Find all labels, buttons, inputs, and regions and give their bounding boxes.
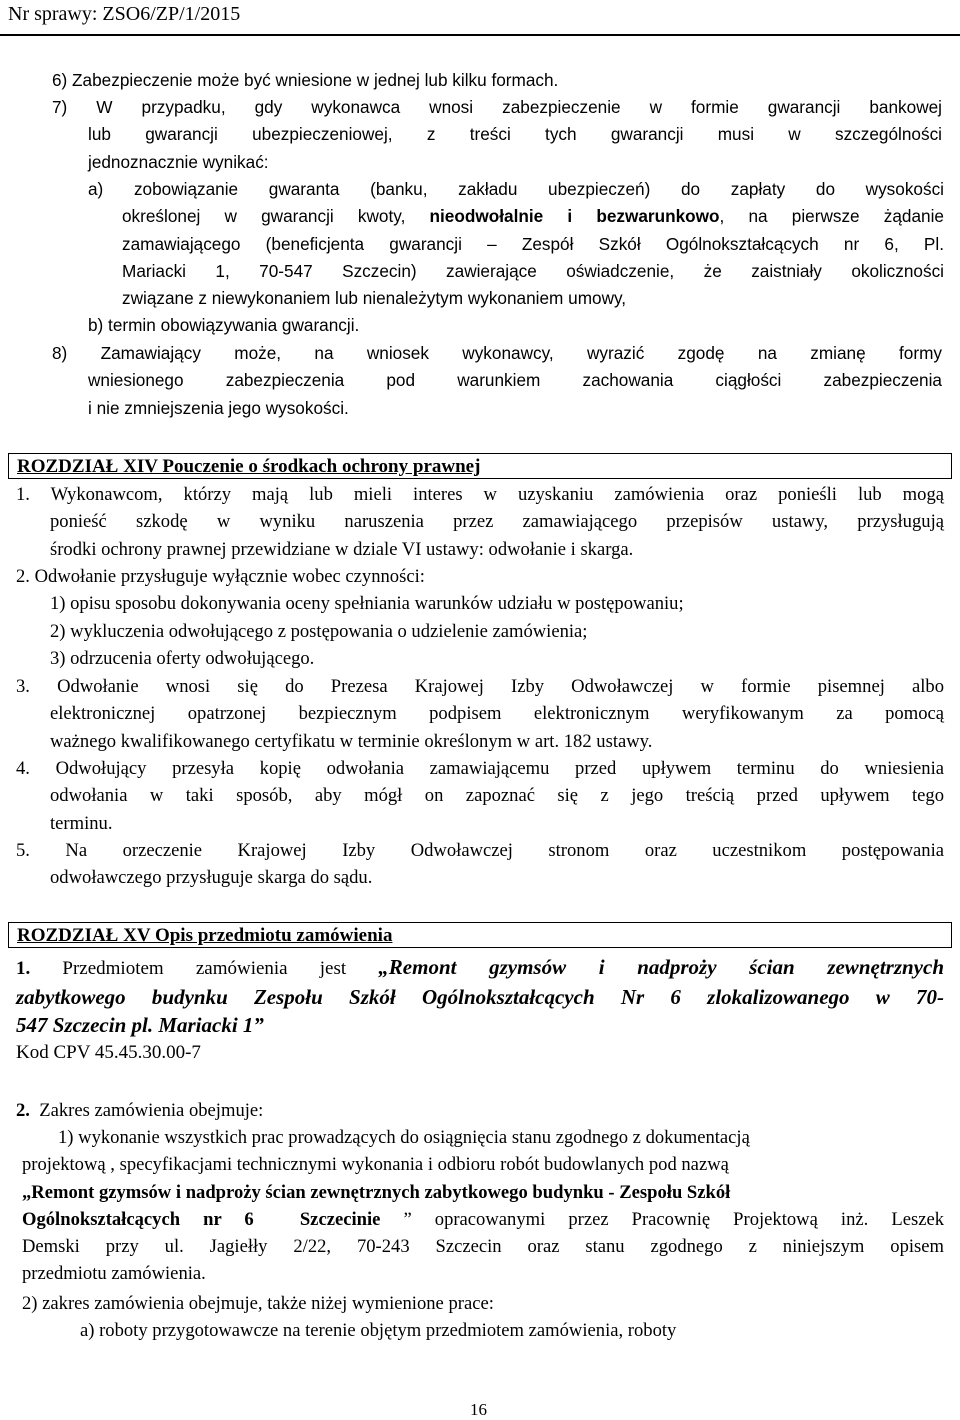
item-a	[88, 176, 944, 312]
para-7	[52, 94, 942, 176]
para-7-line: jednoznacznie wynikać:	[88, 151, 269, 172]
item-a-line: Mariacki 1, 70-547 Szczecin) zawierające oświadczenie, że zaistniały okoliczności	[122, 260, 944, 281]
item-a-line	[88, 203, 944, 230]
chapter-15-title: ROZDZIAŁ XV Opis przedmiotu zamówienia	[17, 925, 393, 946]
chapter-14-title: ROZDZIAŁ XIV Pouczenie o środkach ochrony prawnej	[17, 456, 481, 477]
para-8	[52, 340, 942, 422]
item-a-line: związane z niewykonaniem lub nienależytym wykonaniem umowy,	[122, 288, 627, 309]
ch14-item-4-line: 4. Odwołujący przesyła kopię odwołania zamawiającemu przed upływem terminu do wniesienia	[16, 758, 944, 779]
ch14-item-1	[16, 481, 944, 563]
ch15-sub-1-line: przedmiotu zamówienia.	[22, 1263, 206, 1285]
item-a-line: a) zobowiązanie gwaranta (banku, zakładu ubezpieczeń) do zapłaty do wysokości	[88, 179, 944, 199]
para-6: 6) Zabezpieczenie może być wniesione w jednej lub kilku formach.	[52, 70, 559, 90]
ch14-item-3-line: 3. Odwołanie wnosi się do Prezesa Krajowej Izby Odwoławczej w formie pisemnej albo	[16, 676, 944, 697]
cpv-code: Kod CPV 45.45.30.00-7	[16, 1042, 201, 1063]
ch14-item-1-line: środki ochrony prawnej przewidziane w dziale VI ustawy: odwołanie i skarga.	[50, 538, 634, 560]
project-name: Ogólnokształcących nr 6 Szczecinie	[22, 1208, 381, 1230]
ch15-sub-2	[22, 1290, 944, 1345]
bold-text: nieodwołalnie i bezwarunkowo	[429, 206, 720, 227]
ch14-subitem: 2) wykluczenia odwołującego z postępowania o udzielenie zamówienia;	[50, 620, 588, 642]
para-7-line: lub gwarancji ubezpieczeniowej, z treści tych gwarancji musi w szczególności	[88, 124, 942, 145]
text-run: ” opracowanymi przez Pracownię Projektową inż. Leszek	[380, 1208, 945, 1230]
text-run: Zakres zamówienia obejmuje:	[29, 1100, 264, 1121]
ch15-sub-1-line: 1) wykonanie wszystkich prac prowadzących do osiągnięcia stanu zgodnego z dokumentacją	[58, 1127, 750, 1148]
ch14-subitem: 3) odrzucenia oferty odwołującego.	[50, 647, 315, 669]
ch15-para-1-line	[16, 953, 944, 983]
ch15-sub-2-line: a) roboty przygotowawcze na terenie objętym przedmiotem zamówienia, roboty	[80, 1320, 677, 1342]
ch15-sub-1-line	[22, 1206, 944, 1233]
ch14-item-4-line: odwołania w taki sposób, aby mógł on zapoznać się z jego treścią przed upływem tego	[50, 785, 944, 807]
ch15-para-2-number: 2.	[16, 1100, 30, 1121]
ch15-sub-1-line: projektową , specyfikacjami technicznymi wykonania i odbioru robót budowlanych pod nazwą	[22, 1154, 729, 1176]
ch14-item-5	[16, 837, 944, 892]
chapter-15-heading	[8, 922, 952, 948]
text-run: określonej w gwarancji kwoty,	[122, 206, 430, 227]
ch14-item-5-line: odwoławczego przysługuje skarga do sądu.	[50, 867, 373, 889]
ch15-para-2	[16, 1097, 944, 1124]
project-name: „Remont gzymsów i nadproży ścian zewnętrznych zabytkowego budynku - Zespołu Szkół	[22, 1181, 731, 1203]
ch15-sub-2-line: 2) zakres zamówienia obejmuje, także niżej wymienione prace:	[22, 1293, 494, 1314]
para-8-line: 8) Zamawiający może, na wniosek wykonawcy, wyrazić zgodę na zmianę formy	[52, 343, 942, 363]
page-number: 16	[470, 1400, 487, 1419]
ch15-sub-1-line: Demski przy ul. Jagiełły 2/22, 70-243 Szczecin oraz stanu zgodnego z niniejszym opisem	[22, 1236, 944, 1258]
para-8-line: i nie zmniejszenia jego wysokości.	[88, 397, 349, 418]
para-8-line: wniesionego zabezpieczenia pod warunkiem zachowania ciągłości zabezpieczenia	[88, 370, 942, 391]
para-7-line: 7) W przypadku, gdy wykonawca wnosi zabezpieczenie w formie gwarancji bankowej	[52, 97, 942, 117]
subject-title: 547 Szczecin pl. Mariacki 1”	[16, 1013, 264, 1037]
ch14-item-3-line: ważnego kwalifikowanego certyfikatu w terminie określonym w art. 182 ustawy.	[50, 730, 653, 752]
ch15-para-1	[16, 953, 944, 1067]
chapter-14-heading	[8, 453, 952, 479]
case-number-header: Nr sprawy: ZSO6/ZP/1/2015	[8, 3, 241, 25]
header-divider	[0, 34, 960, 36]
subject-title: zabytkowego budynku Zespołu Szkół Ogólnokształcących Nr 6 zlokalizowanego w 70-	[16, 985, 944, 1009]
ch14-item-3	[16, 673, 944, 755]
text-run: , na pierwsze żądanie	[719, 206, 944, 227]
ch15-para-1-number: 1.	[16, 958, 31, 979]
ch14-item-2	[16, 563, 944, 672]
item-a-line: zamawiającego (beneficjenta gwarancji – Zespół Szkół Ogólnokształcących nr 6, Pl.	[122, 233, 944, 254]
ch14-item-5-line: 5. Na orzeczenie Krajowej Izby Odwoławczej stronom oraz uczestnikom postępowania	[16, 840, 944, 861]
ch14-item-1-line: 1. Wykonawcom, którzy mają lub mieli interes w uzyskaniu zamówienia oraz ponieśli lub mogą	[16, 484, 944, 505]
ch14-subitem: 1) opisu sposobu dokonywania oceny spełniania warunków udziału w postępowaniu;	[50, 593, 684, 615]
ch15-sub-1	[22, 1124, 944, 1288]
item-b: b) termin obowiązywania gwarancji.	[88, 315, 360, 335]
subject-title: „Remont gzymsów i nadproży ścian zewnętrznych	[378, 955, 944, 979]
ch14-item-2-line: 2. Odwołanie przysługuje wyłącznie wobec czynności:	[16, 566, 425, 587]
ch14-item-4	[16, 755, 944, 837]
ch14-item-1-line: ponieść szkodę w wyniku naruszenia przez zamawiającego przepisów ustawy, przysługują	[50, 511, 944, 533]
ch14-item-4-line: terminu.	[50, 812, 113, 834]
text-run: Przedmiotem zamówienia jest	[30, 958, 379, 979]
ch14-item-3-line: elektronicznej opatrzonej bezpiecznym podpisem elektronicznym weryfikowanym za pomocą	[50, 703, 944, 725]
